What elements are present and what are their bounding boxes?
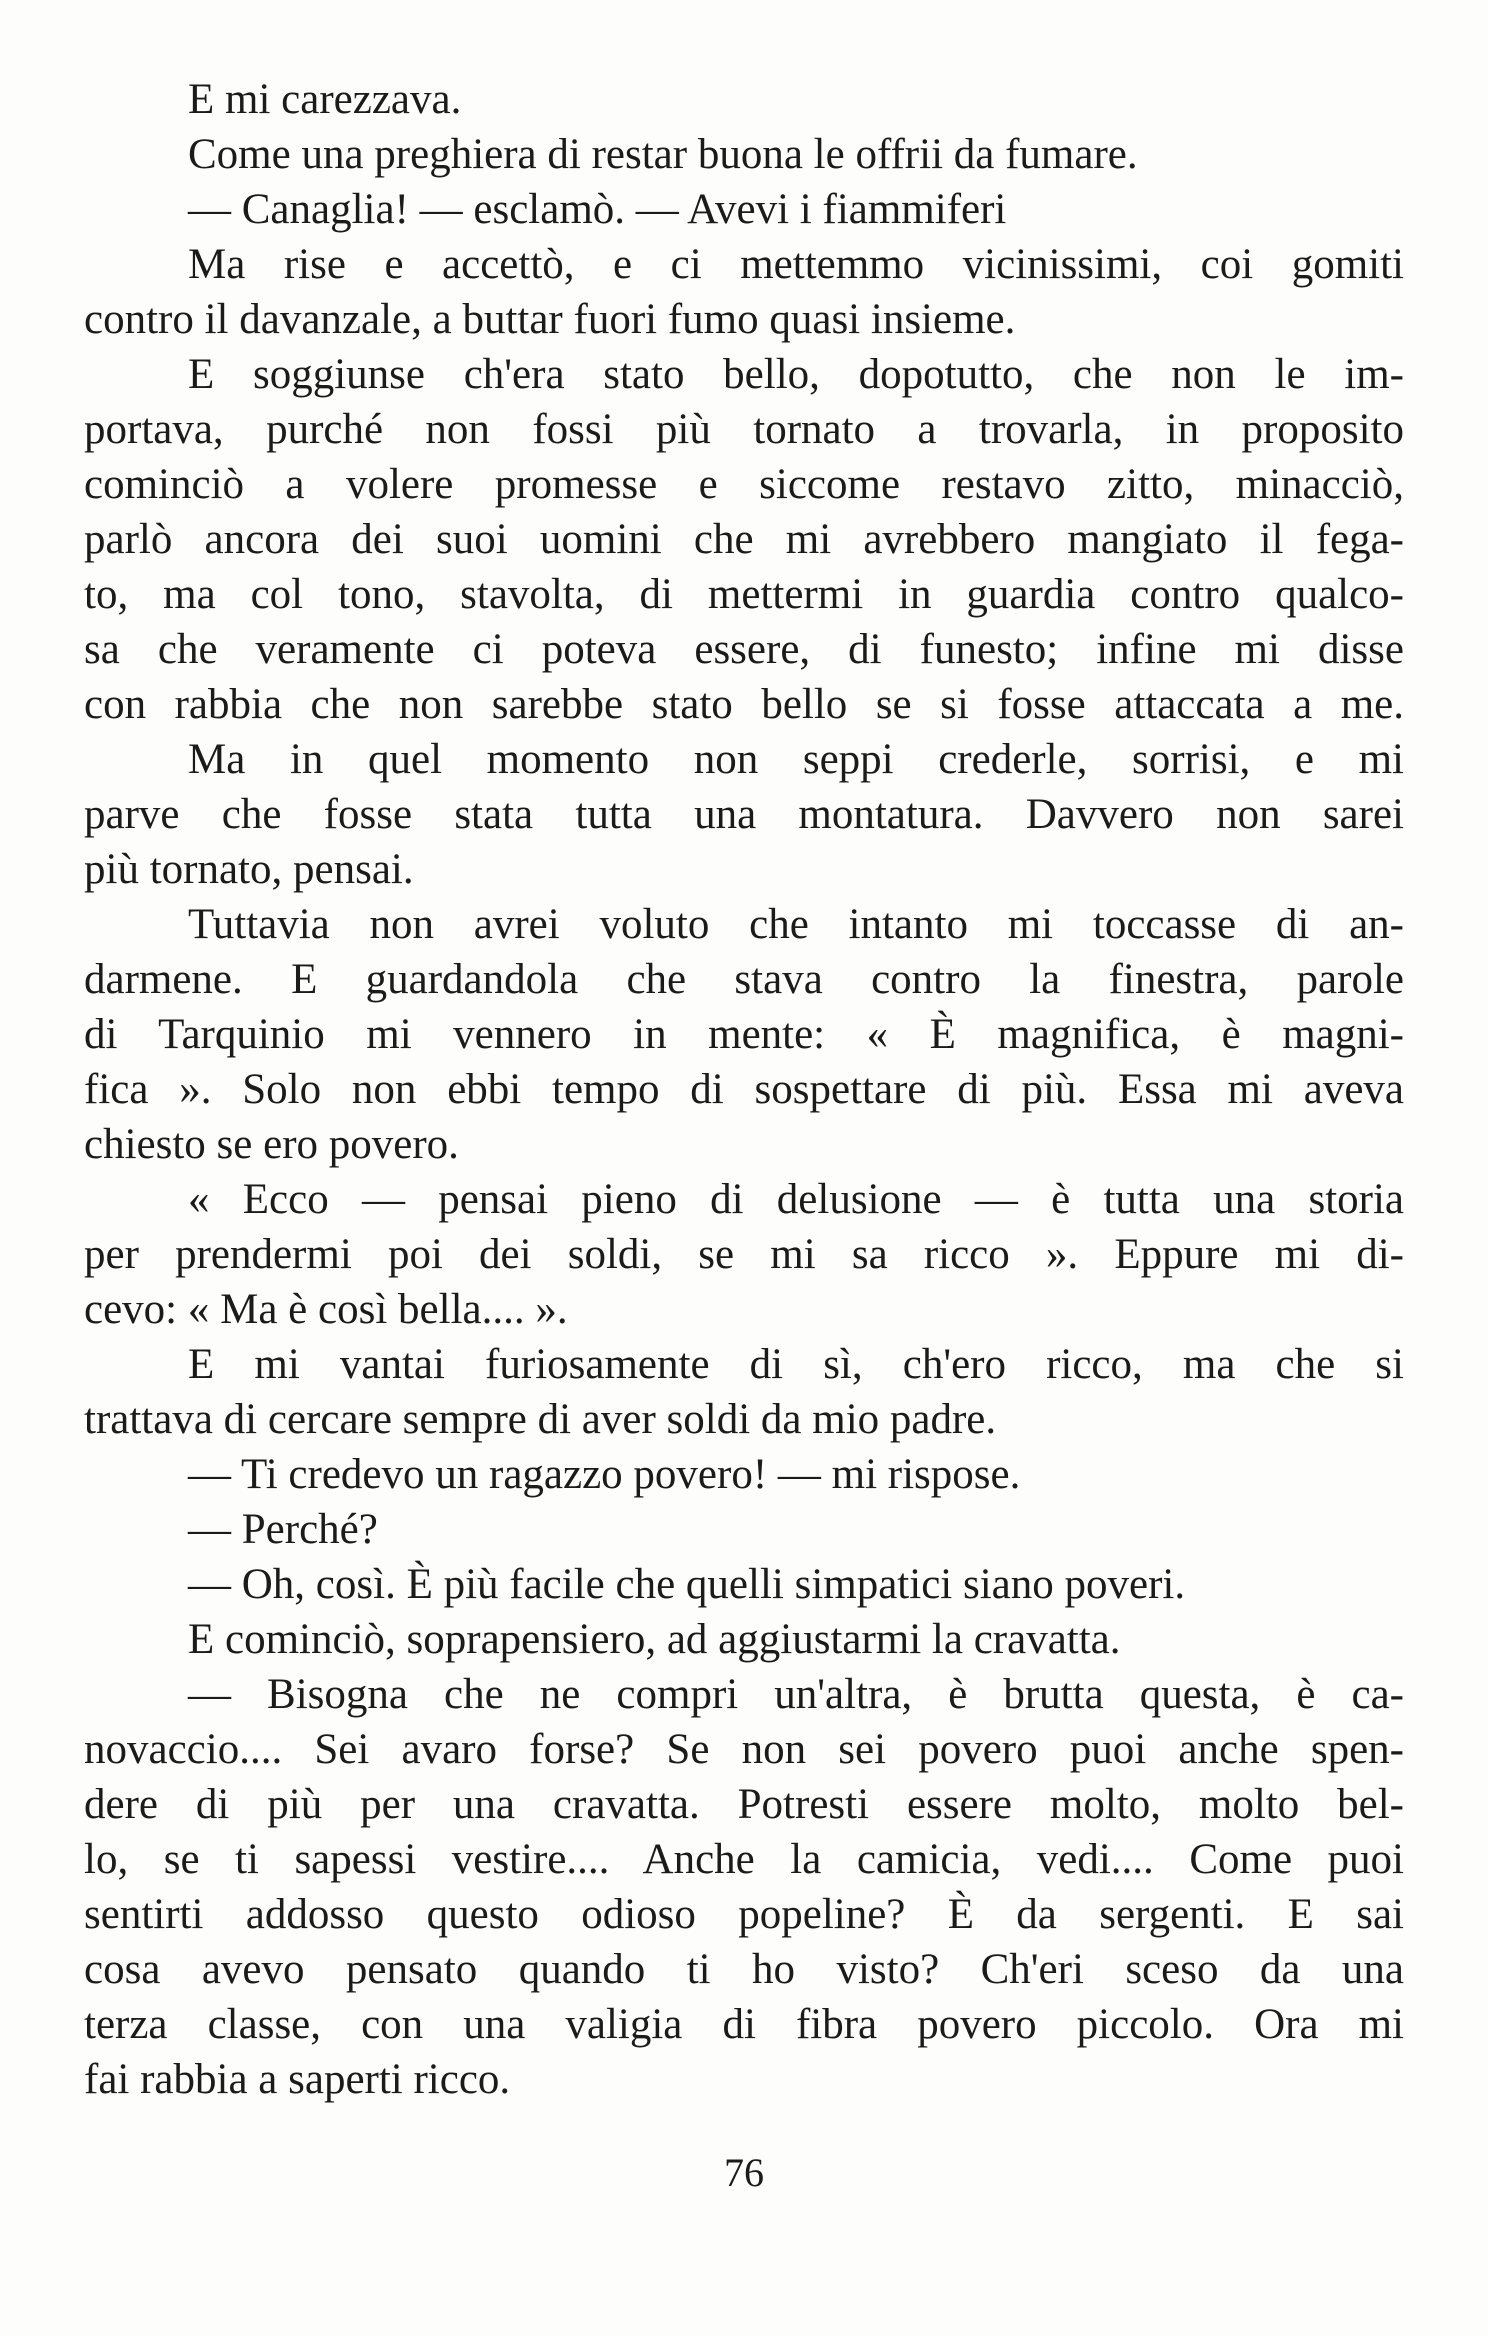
text-line: terza classe, con una valigia di fibra povero piccolo. Ora mi	[84, 2001, 1404, 2048]
text-line: cevo: « Ma è così bella.... ».	[84, 1286, 568, 1333]
page-number: 76	[724, 2150, 764, 2195]
text-line: — Perché?	[188, 1506, 378, 1553]
text-line: Ma in quel momento non seppi crederle, sorrisi, e mi	[188, 736, 1404, 783]
text-line: — Canaglia! — esclamò. — Avevi i fiammiferi	[188, 186, 1007, 233]
text-line: E cominciò, soprapensiero, ad aggiustarmi la cravatta.	[188, 1616, 1121, 1663]
text-line: Ma rise e accettò, e ci mettemmo vicinissimi, coi gomiti	[188, 241, 1404, 288]
text-line: contro il davanzale, a buttar fuori fumo quasi insieme.	[84, 296, 1016, 343]
text-line: cominciò a volere promesse e siccome restavo zitto, minacciò,	[84, 461, 1404, 508]
text-line: — Oh, così. È più facile che quelli simpatici siano poveri.	[188, 1561, 1186, 1608]
text-line: con rabbia che non sarebbe stato bello se si fosse attaccata a me.	[84, 681, 1404, 728]
text-line: — Ti credevo un ragazzo povero! — mi rispose.	[188, 1451, 1021, 1498]
text-line: fai rabbia a saperti ricco.	[84, 2056, 511, 2103]
text-line: E mi vantai furiosamente di sì, ch'ero ricco, ma che si	[188, 1341, 1404, 1388]
text-line: sentirti addosso questo odioso popeline? È da sergenti. E sai	[84, 1891, 1404, 1938]
text-line: chiesto se ero povero.	[84, 1121, 459, 1168]
text-line: parlò ancora dei suoi uomini che mi avrebbero mangiato il fega-	[84, 516, 1404, 563]
text-line: novaccio.... Sei avaro forse? Se non sei povero puoi anche spen-	[84, 1726, 1404, 1773]
text-line: E soggiunse ch'era stato bello, dopotutto, che non le im-	[188, 351, 1404, 398]
text-line: lo, se ti sapessi vestire.... Anche la camicia, vedi.... Come puoi	[84, 1836, 1404, 1883]
text-line: per prendermi poi dei soldi, se mi sa ricco ». Eppure mi di-	[84, 1231, 1404, 1278]
text-line: Tuttavia non avrei voluto che intanto mi toccasse di an-	[188, 901, 1404, 948]
text-line: sa che veramente ci poteva essere, di funesto; infine mi disse	[84, 626, 1404, 673]
text-line: fica ». Solo non ebbi tempo di sospettare di più. Essa mi aveva	[84, 1066, 1404, 1113]
text-line: cosa avevo pensato quando ti ho visto? Ch'eri sceso da una	[84, 1946, 1404, 1993]
text-line: dere di più per una cravatta. Potresti essere molto, molto bel-	[84, 1781, 1404, 1828]
text-line: darmene. E guardandola che stava contro la finestra, parole	[84, 956, 1404, 1003]
text-line: « Ecco — pensai pieno di delusione — è tutta una storia	[188, 1176, 1404, 1223]
text-line: to, ma col tono, stavolta, di mettermi in guardia contro qualco-	[84, 571, 1404, 618]
text-line: trattava di cercare sempre di aver soldi da mio padre.	[84, 1396, 997, 1443]
text-line: parve che fosse stata tutta una montatura. Davvero non sarei	[84, 791, 1404, 838]
body-text	[84, 72, 1404, 2107]
text-line: portava, purché non fossi più tornato a trovarla, in proposito	[84, 406, 1404, 453]
text-line: di Tarquinio mi vennero in mente: « È magnifica, è magni-	[84, 1011, 1404, 1058]
text-line: più tornato, pensai.	[84, 846, 414, 893]
text-line: E mi carezzava.	[188, 76, 462, 123]
text-line: Come una preghiera di restar buona le offrii da fumare.	[188, 131, 1138, 178]
text-line: — Bisogna che ne compri un'altra, è brutta questa, è ca-	[188, 1671, 1404, 1718]
